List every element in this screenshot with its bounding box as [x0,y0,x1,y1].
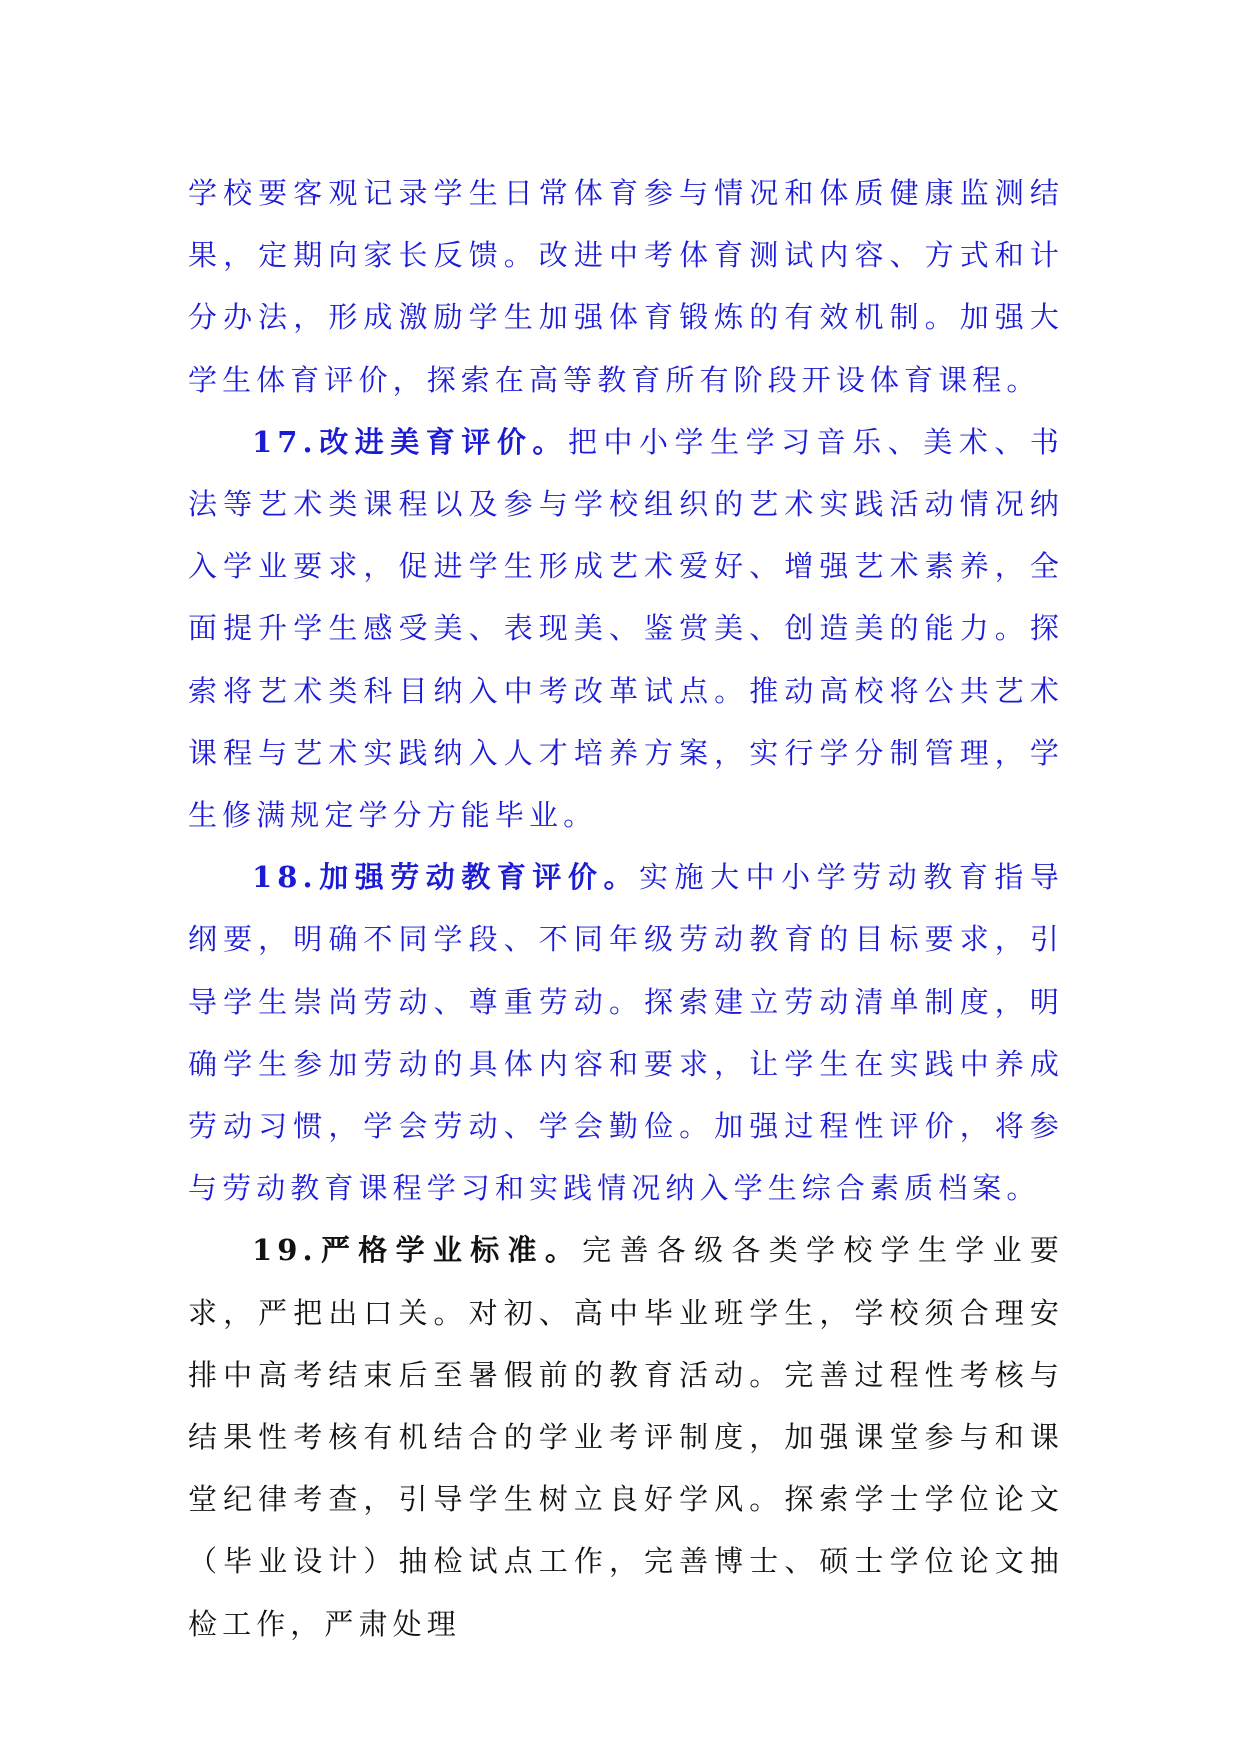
section-heading-17: 17.改进美育评价。 [252,424,568,459]
paragraph-text: 实施大中小学劳动教育指导纲要，明确不同学段、不同年级劳动教育的目标要求，引导学生崇尚劳动、尊重劳动。探索建立劳动清单制度，明确学生参加劳动的具体内容和要求，让学生在实践中养成劳动习惯，学会劳动、学会勤俭。加强过程性评价，将参与劳动教育课程学习和实践情况纳入学生综合素质档案。 [188,860,1065,1206]
section-heading-18: 18.加强劳动教育评价。 [252,860,640,895]
section-heading-19: 19.严格学业标准。 [252,1233,583,1268]
paragraph-text: 把中小学生学习音乐、美术、书法等艺术类课程以及参与学校组织的艺术实践活动情况纳入学业要求，促进学生形成艺术爱好、增强艺术素养，全面提升学生感受美、表现美、鉴赏美、创造美的能力。探索将艺术类科目纳入中考改革试点。推动高校将公共艺术课程与艺术实践纳入人才培养方案，实行学分制管理，学生修满规定学分方能毕业。 [188,424,1064,833]
paragraph-labor-evaluation [188,846,1064,1219]
paragraph-text: 学校要客观记录学生日常体育参与情况和体质健康监测结果，定期向家长反馈。改进中考体育测试内容、方式和计分办法，形成激励学生加强体育锻炼的有效机制。加强大学生体育评价，探索在高等教育所有阶段开设体育课程。 [188,176,1064,397]
paragraph-text: 完善各级各类学校学生学业要求，严把出口关。对初、高中毕业班学生，学校须合理安排中高考结束后至暑假前的教育活动。完善过程性考核与结果性考核有机结合的学业考评制度，加强课堂参与和课堂纪律考查，引导学生树立良好学风。探索学士学位论文（毕业设计）抽检试点工作，完善博士、硕士学位论文抽检工作，严肃处理 [188,1233,1064,1641]
paragraph-academic-standards [188,1219,1064,1654]
document-body [188,162,1064,1655]
paragraph-sports-evaluation [188,162,1064,411]
paragraph-aesthetic-evaluation [188,411,1064,846]
